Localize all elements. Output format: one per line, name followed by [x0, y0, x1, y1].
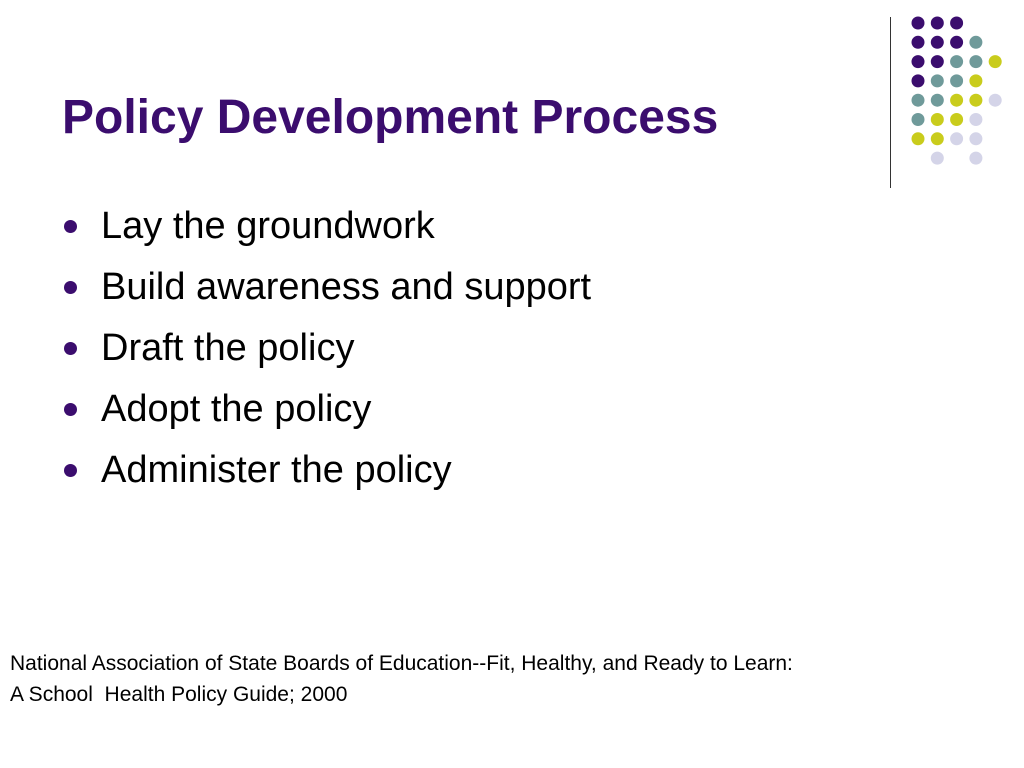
decorative-dot [912, 74, 925, 87]
decorative-dot [931, 152, 944, 165]
decorative-dot [931, 55, 944, 68]
bullet-item [62, 444, 591, 505]
slide-title: Policy Development Process [62, 91, 719, 144]
decorative-dot [912, 94, 925, 107]
decorative-dot [931, 113, 944, 126]
bullet-dot-icon [64, 220, 77, 233]
bullet-dot-icon [64, 342, 77, 355]
decorative-dot [969, 132, 982, 145]
decorative-dot [950, 55, 963, 68]
citation-line-2: A School Health Policy Guide; 2000 [10, 683, 348, 706]
bullet-dot-icon [64, 403, 77, 416]
decorative-dot [931, 132, 944, 145]
decorative-dot [931, 94, 944, 107]
decorative-dot [931, 74, 944, 87]
title-divider-line [890, 17, 891, 188]
decorative-dot [969, 113, 982, 126]
decorative-dot [931, 17, 944, 30]
bullet-list [62, 200, 591, 505]
bullet-item [62, 383, 591, 444]
decorative-dot [912, 132, 925, 145]
decorative-dot [969, 152, 982, 165]
bullet-item [62, 322, 591, 383]
decorative-dot [989, 55, 1002, 68]
decorative-dot [950, 17, 963, 30]
decorative-dot [950, 132, 963, 145]
decorative-dot [969, 74, 982, 87]
decorative-dot [950, 113, 963, 126]
decorative-dot [969, 55, 982, 68]
bullet-dot-icon [64, 281, 77, 294]
decorative-dot [969, 94, 982, 107]
bullet-text: Administer the policy [101, 449, 452, 491]
decorative-dot [950, 36, 963, 49]
decorative-dot [950, 94, 963, 107]
source-citation [10, 648, 793, 710]
decorative-dot [989, 94, 1002, 107]
decorative-dot [969, 36, 982, 49]
decorative-dot [950, 74, 963, 87]
bullet-text: Adopt the policy [101, 388, 372, 430]
decorative-dot [912, 55, 925, 68]
bullet-dot-icon [64, 464, 77, 477]
citation-line-1: National Association of State Boards of Education--Fit, Healthy, and Ready to Learn: [10, 652, 793, 675]
decorative-dot [931, 36, 944, 49]
decorative-dot [912, 113, 925, 126]
bullet-text: Lay the groundwork [101, 205, 435, 247]
bullet-item [62, 200, 591, 261]
bullet-text: Build awareness and support [101, 266, 592, 308]
decorative-dot [912, 36, 925, 49]
bullet-item [62, 261, 591, 322]
decorative-dot [912, 17, 925, 30]
bullet-text: Draft the policy [101, 327, 355, 369]
